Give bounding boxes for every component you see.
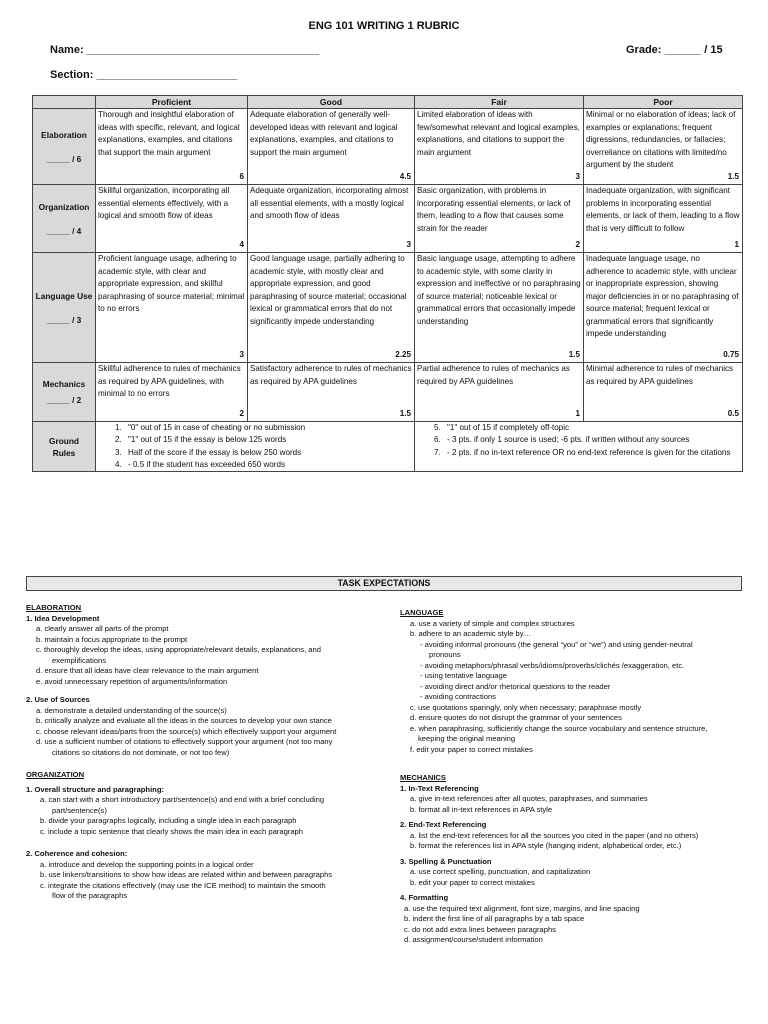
bullet-item: - avoiding informal pronouns (the general “you” or “we”) and using gender-neutral — [420, 639, 693, 649]
cell-description: Basic language usage, attempting to adhere to academic style, with some clarity in expression and ineffective or no paraphrasing of source material; noticeable lexical or grammatical errors that occasionally impede understanding — [417, 254, 581, 326]
ground-rule-item: 5. "1" out of 15 if completely off-topic — [443, 422, 740, 434]
rubric-cell — [248, 185, 415, 253]
list-item-continuation: part/sentence(s) — [52, 805, 107, 815]
list-item: b. divide your paragraphs logically, including a single idea in each paragraph — [40, 816, 297, 825]
criterion-points: _____ / 3 — [46, 314, 82, 325]
criterion-points: _____ / 2 — [46, 395, 82, 405]
cell-description: Minimal or no elaboration of ideas; lack of examples or explanations; frequent digressions, redundancies, or fallacies; overreliance on citations with limited/no argument by the student — [586, 110, 736, 169]
ground-rule-item: 1. "0" out of 15 in case of cheating or no submission — [124, 422, 412, 434]
bullet-item: - avoiding contractions — [420, 692, 496, 701]
list-item: a. list the end-text references for all the sources you cited in the paper (and no others) — [410, 830, 699, 840]
list-item: b. format the references list in APA style (hanging indent, alphabetical order, etc.) — [410, 841, 682, 850]
rubric-table — [32, 95, 743, 472]
rubric-cell — [96, 253, 248, 363]
cell-score: 2 — [239, 408, 244, 418]
cell-score: 6 — [239, 171, 244, 181]
list-item: b. adhere to an academic style by… — [410, 629, 532, 638]
ground-rule-item: 2. "1" out of 15 if the essay is below 125 words — [124, 434, 412, 446]
rubric-col-proficient: Proficient — [96, 96, 248, 109]
list-item: c. do not add extra lines between paragraphs — [404, 924, 556, 934]
ground-rules-row — [33, 422, 743, 472]
cell-score: 1.5 — [568, 349, 580, 359]
rubric-cell — [584, 253, 743, 363]
elaboration-heading: ELABORATION — [26, 603, 82, 612]
criterion-points: _____ / 4 — [46, 225, 82, 236]
list-item: b. use linkers/transitions to show how ideas are related within and between paragraphs — [40, 870, 333, 879]
cell-description: Thorough and insightful elaboration of ideas with specific, relevant, and logical explanations, examples, and citations that support the main argument — [98, 110, 240, 157]
cell-description: Partial adherence to rules of mechanics as required by APA guidelines — [417, 364, 570, 386]
ground-rule-item: 4. - 0.5 if the student has exceeded 650 words — [124, 459, 412, 471]
rubric-cell — [415, 253, 584, 363]
cell-score: 4.5 — [399, 171, 411, 181]
overall-structure-heading: 1. Overall structure and paragraphing: — [26, 784, 164, 794]
cell-score: 2.25 — [395, 349, 411, 359]
criterion-cell — [33, 185, 96, 253]
rubric-cell — [248, 253, 415, 363]
ground-rule-item: 7. - 2 pts. if no in-text reference OR no end-text reference is given for the citations — [443, 447, 740, 459]
rubric-col-poor: Poor — [584, 96, 743, 109]
list-item-continuation: exemplifications — [52, 655, 107, 665]
criterion-label: Elaboration — [41, 129, 87, 140]
rubric-col-good: Good — [248, 96, 415, 109]
rubric-cell — [415, 109, 584, 185]
list-item: f. edit your paper to correct mistakes — [410, 744, 533, 754]
cell-description: Basic organization, with problems in incorporating essential elements, or lack of them, leading to a flow that causes some strain for the reader — [417, 186, 571, 233]
ground-rules-left — [96, 422, 415, 472]
rubric-row-language-use — [33, 253, 743, 363]
ground-rules-label-cell — [33, 422, 96, 472]
bullet-item: - avoiding direct and/or rhetorical questions to the reader — [420, 681, 611, 691]
ground-rule-item: 6. - 3 pts. if only 1 source is used; -6 pts. if written without any sources — [443, 434, 740, 446]
cell-score: 1.5 — [399, 408, 411, 418]
ground-rules-list-right — [417, 422, 740, 459]
criterion-cell — [33, 363, 96, 422]
end-text-referencing-heading: 2. End-Text Referencing — [400, 820, 487, 829]
list-item: d. assignment/course/student information — [404, 935, 543, 944]
list-item: a. use the required text alignment, font size, margins, and line spacing — [404, 903, 640, 913]
list-item: b. critically analyze and evaluate all the ideas in the sources to develop your own stance — [36, 716, 332, 725]
rubric-cell — [415, 185, 584, 253]
ground-rules-right — [415, 422, 743, 472]
cell-description: Proficient language usage, adhering to academic style, with clear and appropriate expression, and skillful paraphrasing of source material; minimal to no errors — [98, 254, 245, 313]
cell-score: 0.5 — [727, 408, 739, 418]
cell-description: Inadequate language usage, no adherence to academic style, with unclear or inappropriate expression, showing major deficiencies in or no paraphrasing of source material; frequent lexical or grammatical errors that significantly impede understanding — [586, 254, 739, 338]
list-item: a. introduce and develop the supporting points in a logical order — [40, 859, 254, 869]
criterion-cell — [33, 253, 96, 363]
ground-rules-label: Ground Rules — [49, 435, 79, 458]
cell-description: Adequate elaboration of generally well-developed ideas with relevant and logical explanations, examples, and citations to support the main argument — [250, 110, 398, 157]
cell-description: Minimal adherence to rules of mechanics as required by APA guidelines — [586, 364, 734, 386]
cell-score: 4 — [239, 239, 244, 249]
cell-score: 2 — [575, 239, 580, 249]
rubric-header-row — [33, 96, 743, 109]
list-item: c. thoroughly develop the ideas, using appropriate/relevant details, explanations, and — [36, 645, 321, 654]
rubric-cell — [96, 109, 248, 185]
task-expectations-title: TASK EXPECTATIONS — [26, 576, 742, 591]
use-of-sources-heading: 2. Use of Sources — [26, 695, 90, 704]
rubric-cell — [248, 109, 415, 185]
section-field[interactable]: Section: _______________________ — [50, 69, 238, 81]
rubric-row-mechanics — [33, 363, 743, 422]
cell-description: Good language usage, partially adhering to academic style, with mostly clear and appropriate expression, and good paraphrasing of source material; occasional lexical or grammatical errors that do not significantly impede understanding — [250, 254, 407, 326]
list-item: c. choose relevant ideas/parts from the source(s) which effectively support your argument — [36, 726, 337, 736]
bullet-item: - avoiding metaphors/phrasal verbs/idioms/proverbs/clichés /exaggeration, etc. — [420, 660, 685, 670]
formatting-heading: 4. Formatting — [400, 893, 449, 902]
rubric-col-fair: Fair — [415, 96, 584, 109]
language-heading: LANGUAGE — [400, 608, 444, 617]
rubric-col-criterion — [33, 96, 96, 109]
idea-development-heading: 1. Idea Development — [26, 613, 100, 623]
name-field[interactable]: Name: ______________________________________ — [50, 44, 320, 56]
list-item: e. avoid unnecessary repetition of arguments/information — [36, 676, 228, 686]
list-item: b. maintain a focus appropriate to the prompt — [36, 634, 188, 644]
criterion-label: Mechanics — [42, 379, 86, 389]
spelling-punctuation-heading: 3. Spelling & Punctuation — [400, 856, 492, 866]
list-item: c. include a topic sentence that clearly shows the main idea in each paragraph — [40, 826, 303, 836]
organization-heading: ORGANIZATION — [26, 770, 85, 779]
list-item: a. use correct spelling, punctuation, and capitalization — [410, 867, 591, 876]
rubric-cell — [96, 185, 248, 253]
coherence-heading: 2. Coherence and cohesion: — [26, 849, 128, 858]
rubric-row-organization — [33, 185, 743, 253]
rubric-cell — [584, 109, 743, 185]
list-item: a. use a variety of simple and complex structures — [410, 618, 575, 628]
rubric-cell — [96, 363, 248, 422]
mechanics-heading: MECHANICS — [400, 773, 446, 782]
cell-score: 3 — [239, 349, 244, 359]
cell-description: Skillful adherence to rules of mechanics as required by APA guidelines, with minimal to no errors — [98, 364, 241, 398]
list-item-continuation: citations so citations do not dominate, or not too few) — [52, 747, 230, 757]
list-item-continuation: keeping the original meaning — [418, 734, 516, 743]
criterion-label: Language Use — [35, 290, 93, 301]
rubric-cell — [584, 363, 743, 422]
cell-description: Skillful organization, incorporating all essential elements effectively, with a logical and smooth flow of ideas — [98, 186, 230, 220]
list-item: a. demonstrate a detailed understanding of the source(s) — [36, 705, 227, 715]
rubric-row-elaboration — [33, 109, 743, 185]
list-item: a. can start with a short introductory part/sentence(s) and end with a brief concluding — [40, 795, 325, 804]
list-item: b. format all in-text references in APA style — [410, 804, 553, 814]
task-left-column — [26, 603, 396, 902]
page-title: ENG 101 WRITING 1 RUBRIC — [308, 20, 460, 32]
list-item: d. ensure quotes do not disrupt the grammar of your sentences — [410, 713, 622, 722]
bullet-item: - using tentative language — [420, 671, 507, 680]
list-item: b. indent the first line of all paragraphs by a tab space — [404, 914, 585, 923]
list-item: c. integrate the citations effectively (may use the ICE method) to maintain the smooth — [40, 880, 326, 890]
list-item: d. use a sufficient number of citations to effectively support your argument (not too many — [36, 737, 333, 746]
cell-description: Limited elaboration of ideas with few/somewhat relevant and logical examples, explanations, and citations to support the main argument — [417, 110, 580, 157]
rubric-cell — [248, 363, 415, 422]
list-item-continuation: flow of the paragraphs — [52, 891, 128, 900]
cell-score: 1 — [734, 239, 739, 249]
task-right-column — [400, 608, 745, 946]
list-item: a. give in-text references after all quotes, paraphrases, and summaries — [410, 794, 648, 803]
rubric-cell — [415, 363, 584, 422]
rubric-cell — [584, 185, 743, 253]
in-text-referencing-heading: 1. In-Text Referencing — [400, 783, 479, 793]
ground-rule-item: 3. Half of the score if the essay is below 250 words — [124, 447, 412, 459]
cell-score: 1 — [575, 408, 580, 418]
cell-score: 3 — [406, 239, 411, 249]
grade-field[interactable]: Grade: ______ / 15 — [626, 44, 723, 56]
list-item: d. ensure that all ideas have clear relevance to the main argument — [36, 666, 259, 675]
cell-description: Satisfactory adherence to rules of mechanics as required by APA guidelines — [250, 364, 412, 386]
list-item: c. use quotations sparingly, only when necessary; paraphrase mostly — [410, 702, 642, 712]
cell-description: Adequate organization, incorporating almost all essential elements, with a mostly logical and smooth flow of ideas — [250, 186, 409, 220]
cell-score: 1.5 — [727, 171, 739, 181]
criterion-points: _____ / 6 — [46, 153, 82, 164]
cell-description: Inadequate organization, with significant problems in incorporating essential elements, or lack of them, leading to a flow that is very difficult to follow — [586, 186, 740, 233]
criterion-cell — [33, 109, 96, 185]
cell-score: 0.75 — [723, 349, 739, 359]
list-item: e. when paraphrasing, sufficiently change the source vocabulary and sentence structure, — [410, 723, 708, 733]
ground-rules-list-left — [98, 422, 412, 471]
criterion-label: Organization — [38, 201, 90, 212]
cell-score: 3 — [575, 171, 580, 181]
bullet-continuation: pronouns — [429, 650, 461, 659]
list-item: a. clearly answer all parts of the prompt — [36, 624, 169, 633]
list-item: b. edit your paper to correct mistakes — [410, 877, 535, 887]
